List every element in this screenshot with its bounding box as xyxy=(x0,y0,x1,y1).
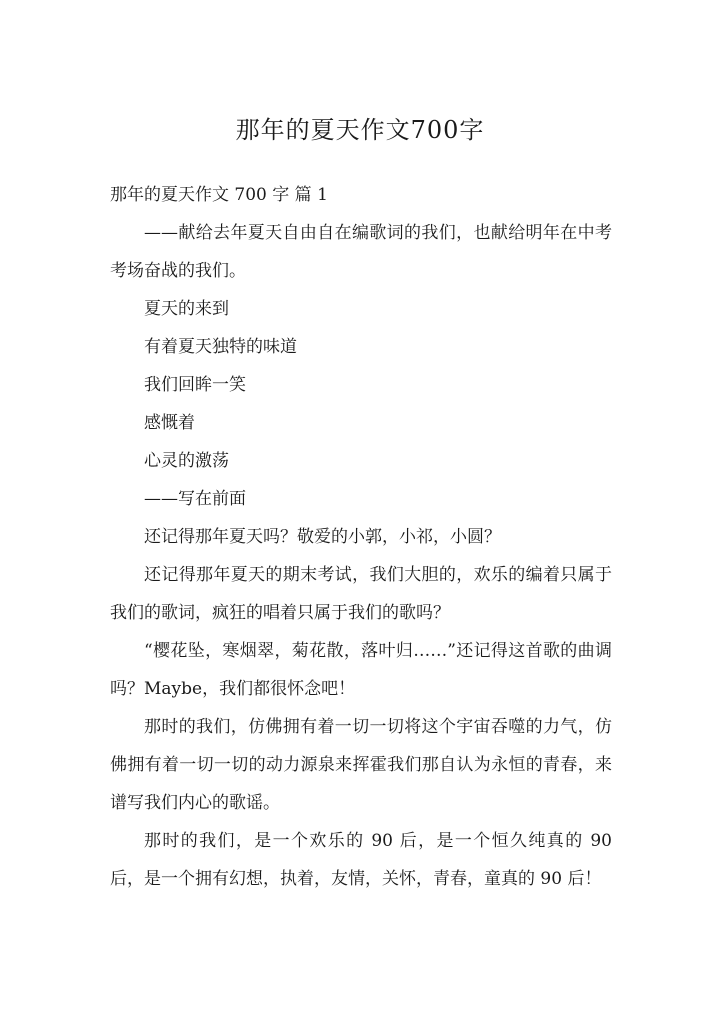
section-heading: 那年的夏天作文 700 字 篇 1 xyxy=(110,185,328,205)
paragraph-youth-power: 那时的我们，仿佛拥有着一切一切将这个宇宙吞噬的力气，仿佛拥有着一切一切的动力源泉来挥霍我们那自认为永恒的青春，来谱写我们内心的歌谣。 xyxy=(110,717,612,813)
paragraph-final-exam: 还记得那年夏天的期末考试，我们大胆的，欢乐的编着只属于我们的歌词，疯狂的唱着只属于我们的歌吗？ xyxy=(110,565,612,623)
paragraph-dedication: ——献给去年夏天自由自在编歌词的我们，也献给明年在中考考场奋战的我们。 xyxy=(110,223,612,281)
document-body xyxy=(110,176,612,898)
poem-line-5: 心灵的激荡 xyxy=(144,451,229,471)
poem-signature: ——写在前面 xyxy=(144,489,246,509)
paragraph-90s-generation: 那时的我们，是一个欢乐的 90 后，是一个恒久纯真的 90 后，是一个拥有幻想，执着，友情，关怀，青春，童真的 90 后！ xyxy=(110,831,612,889)
poem-line-3: 我们回眸一笑 xyxy=(144,375,246,395)
poem-line-2: 有着夏天独特的味道 xyxy=(144,337,297,357)
poem-line-1: 夏天的来到 xyxy=(144,299,229,319)
paragraph-remember-summer: 还记得那年夏天吗？敬爱的小郭，小祁，小圆？ xyxy=(144,527,501,547)
document-title: 那年的夏天作文700字 xyxy=(235,116,485,144)
paragraph-song-lyrics: “樱花坠，寒烟翠，菊花散，落叶归……”还记得这首歌的曲调吗？Maybe，我们都很怀念吧！ xyxy=(110,641,612,699)
poem-line-4: 感慨着 xyxy=(144,413,195,433)
